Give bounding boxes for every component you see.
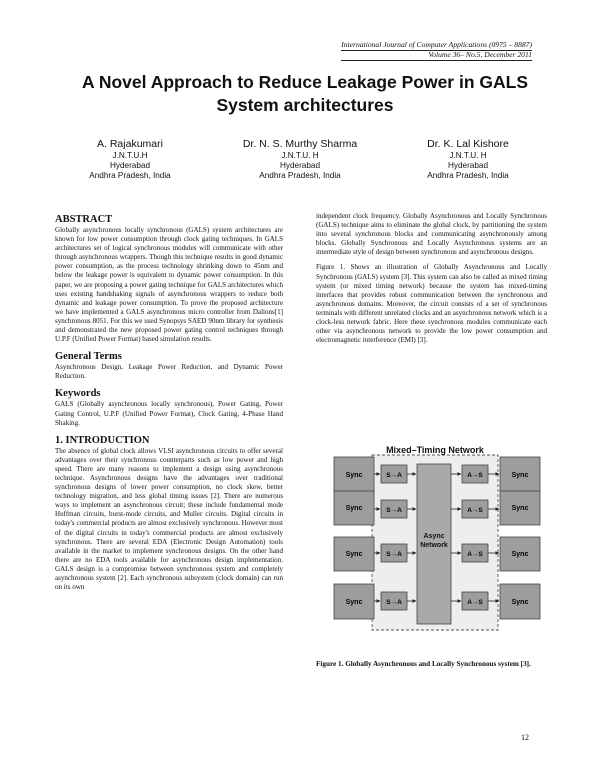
author-affiliation: J.N.T.U. H [281, 151, 319, 160]
page-number: 12 [521, 733, 529, 742]
author-city: Hyderabad [447, 161, 489, 171]
author-block-1 [60, 137, 200, 182]
sync-label: Sync [511, 472, 529, 479]
s-to-a-label: S→A [386, 599, 402, 606]
author-name: Dr. K. Lal Kishore [427, 138, 509, 150]
author-affiliation: J.N.T.U. H [449, 151, 487, 160]
a-to-s-label: A→S [467, 599, 483, 606]
figure-description-text: Figure 1. Shows an illustration of Globally Asynchronous and Locally Synchronous (GALS) system [3]. This system can also be called as mixed timing system (or mixed timing network) because the system has mixed-timing interfaces that provides robust communication between the synchronous and asynchronous domains. Moreover, the circuit consists of a set of synchronous terminals with different unrelated clocks and an asynchronous network which is a clock-less network fabric. Here these synchronous modules communicate each other via asynchronous network to provide the low power consumption and electromagnetic interference (EMI) [3]. [316, 263, 547, 345]
a-to-s-label: A→S [467, 551, 483, 558]
author-state: Andhra Pradesh, India [89, 171, 171, 181]
author-block-3 [398, 137, 538, 182]
s-to-a-label: S→A [386, 507, 402, 514]
right-column [316, 212, 547, 345]
a-to-s-label: A→S [467, 472, 483, 479]
abstract-heading: ABSTRACT [55, 214, 113, 225]
general-terms-text: Asynchronous Design, Leakage Power Reduction, and Dynamic Power Reduction. [55, 363, 283, 381]
abstract-text: Globally asynchronous locally synchronous (GALS) system architectures are known for low power consumption through clock gating techniques. In GALS architectures set of logical synchronous modules will communicate with other through asynchronous wrappers. Though this technique results in good dynamic power consumption, as the process technology shrinking down to 45nm and below the leakage power is equivalent to dynamic power consumption. In this paper, we are proposing a power gating technique for GALS architectures which uses existing handshaking signals of asynchronous wrappers to reduce both dynamic and leakage power consumption. To prove the proposed architecture we have implemented a GALS asynchronous micro controller from Dalions[1] synchronous 8051. For this we used Synopsys SAED 90nm library for synthesis and demonstrated the new proposed power gating control techniques through U.P.F (Unified Power Format) based simulation results. [55, 226, 283, 344]
journal-volume: Volume 36– No.5, December 2011 [428, 50, 532, 59]
intro-continued-text: independent clock frequency. Globally Asynchronous and Locally Synchronous (GALS) technique aims to eliminate the global clock, by partitioning the system into several synchronous blocks and communicating asynchronously among blocks. Globally Synchronous and Locally Asynchronous systems are an intermediate style of design between synchronous and asynchronous designs. [316, 212, 547, 257]
keywords-heading: Keywords [55, 388, 101, 400]
gals-figure [316, 440, 548, 632]
sync-label: Sync [511, 505, 529, 512]
author-name: A. Rajakumari [97, 138, 163, 150]
introduction-heading: 1. INTRODUCTION [55, 434, 150, 446]
async-network-label: Network [420, 542, 448, 549]
author-block-2 [225, 137, 375, 182]
s-to-a-label: S→A [386, 472, 402, 479]
author-city: Hyderabad [109, 161, 151, 171]
sync-label: Sync [511, 599, 529, 606]
sync-label: Sync [511, 551, 529, 558]
title-line-2: System architectures [216, 95, 394, 115]
s-to-a-label: S→A [386, 551, 402, 558]
header-rule-bottom [341, 60, 532, 61]
figure-caption: Figure 1. Globally Asynchronous and Locally Synchronous system [3]. [316, 660, 531, 668]
sync-label: Sync [345, 472, 363, 479]
left-column [55, 213, 283, 592]
journal-header [341, 40, 532, 60]
header-rule [341, 50, 532, 51]
author-state: Andhra Pradesh, India [427, 171, 509, 181]
journal-name: International Journal of Computer Applications (0975 – 8887) [341, 40, 532, 49]
title-line-1: A Novel Approach to Reduce Leakage Power in GALS [81, 72, 529, 92]
sync-label: Sync [345, 599, 363, 606]
sync-label: Sync [345, 551, 363, 558]
author-city: Hyderabad [279, 161, 321, 171]
introduction-text: The absence of global clock allows VLSI asynchronous circuits to offer several advantages over their synchronous counterparts such as low power and high speed. There are many reasons to implement a design using asynchronous technique. Asynchronous designs have the advantages over traditional synchronous designs of lower power consumption, no clock skew, better technology migration, and less global timing issues [2]. There are numerous ways to implement an asynchronous circuit; these include fundamental mode Huffman circuits, burst-mode circuits, and Muller circuits. Digital circuits in today's commercial products are almost exclusively synchronous. However most of the digital circuits in today's commercial products are almost exclusively synchronous. There are several EDA (Electronic Design Automation) tools available in the market to implement synchronous designs. On the other hand there are no EDA tools available for asynchronous design implementation. GALS design is a compromise between synchronous system and completely asynchronous system [2]. Each synchronous subsystem (clock domain) can run on its own [55, 446, 283, 592]
general-terms-heading: General Terms [55, 351, 122, 363]
author-state: Andhra Pradesh, India [259, 171, 341, 181]
a-to-s-label: A→S [467, 507, 483, 514]
network-label: Mixed–Timing Network [386, 445, 484, 455]
async-network-label: Async [423, 533, 445, 540]
keywords-text: GALS (Globally asynchronous locally synchronous), Power Gating, Power Gating Control, U.P.F (Unified Power Format), Clock Gating, 4-Phase Hand Shaking. [55, 400, 283, 427]
author-name: Dr. N. S. Murthy Sharma [242, 138, 358, 150]
sync-label: Sync [345, 505, 363, 512]
author-affiliation: J.N.T.U.H [112, 151, 148, 160]
paper-title [40, 71, 570, 117]
